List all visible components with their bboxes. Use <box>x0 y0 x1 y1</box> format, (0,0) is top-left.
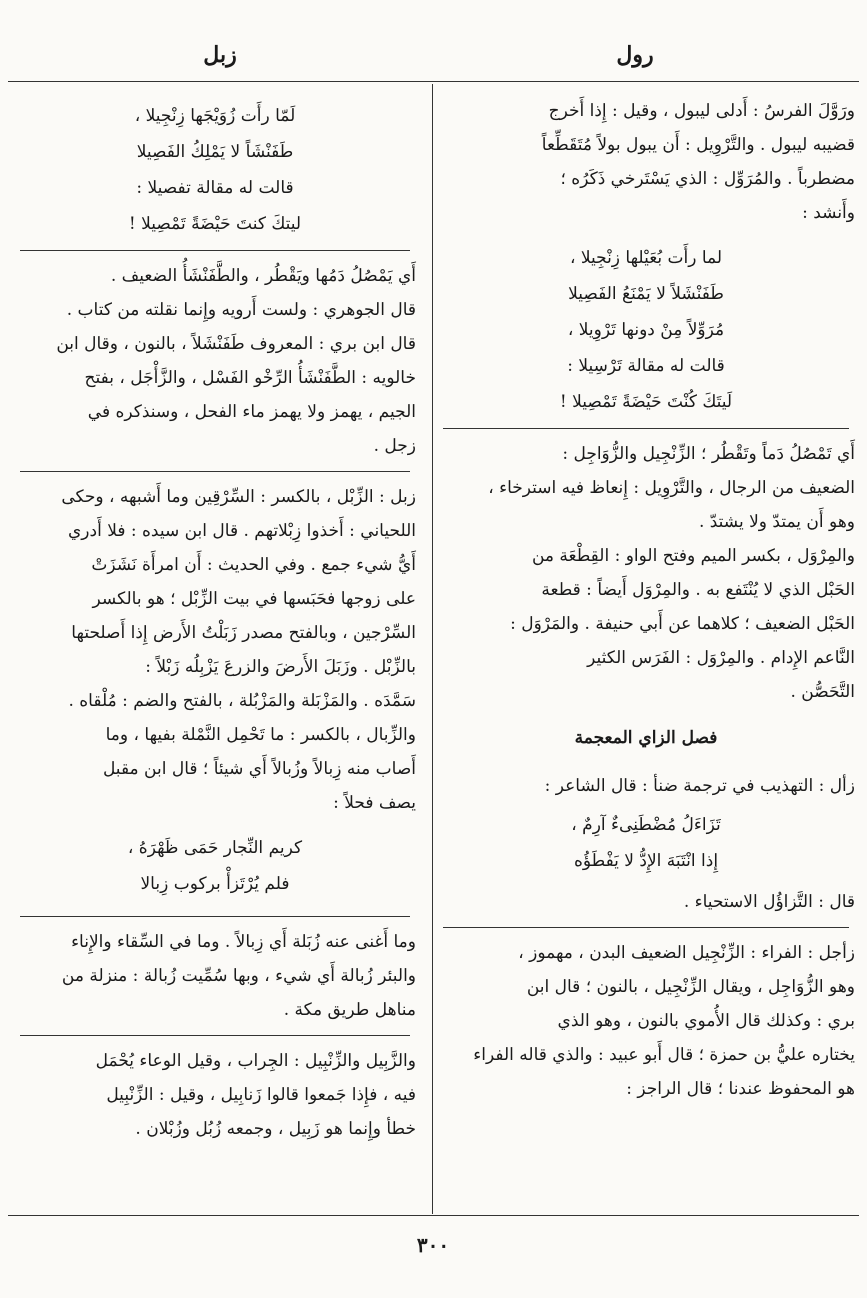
divider <box>20 1035 410 1036</box>
text-line: الحَبْل الضعيف ؛ كلاهما عن أَبي حنيفة . والمَرْوَل : <box>510 614 855 634</box>
text-line: أَي تَمْصُلُ دَماً وتَقْطُر ؛ الزِّنْجِيل والزُّوَاجِل : <box>562 444 855 464</box>
divider <box>20 916 410 917</box>
verse-block <box>437 240 855 420</box>
left-column <box>14 94 416 1146</box>
verse-line: كريم النِّجار حَمَى ظَهْرَهُ ، <box>127 838 303 858</box>
text-line: والبئر زُبالة أَي شيء ، وبها سُمِّيت زُبالة : منزلة من <box>61 966 416 986</box>
text-line: الحَبْل الذي لا يُنْتَفع به . والمِرْوَل أَيضاً : قطعة <box>541 580 855 600</box>
column-divider <box>432 84 433 1214</box>
text-line: فيه ، فإِذا جَمعوا قالوا زَنابِيل ، وقيل : الزِّنْبِيل <box>106 1085 416 1105</box>
paragraph <box>437 437 855 539</box>
text-line: مضطرباً . والمُرَوِّل : الذي يَسْتَرخي ذَكَرُه ؛ <box>560 169 855 189</box>
text-line: وهو الزُّوَاجِل ، ويقال الزِّنْجِيل ، بالنون ؛ قال ابن <box>526 977 855 997</box>
entry-zajal <box>437 936 855 1106</box>
text-line: على زوجها فحَبَسها في بيت الزِّبْل ؛ هو بالكسر <box>92 589 416 609</box>
intro-paragraph <box>437 94 855 230</box>
text-line: سَمَّدَه . والمَزْبَلة والمَزْبُلة ، بالفتح والضم : مُلْقاه . <box>68 691 416 711</box>
section-title: فصل الزاي المعجمة <box>574 728 718 748</box>
text-line: خالويه : الطَّفَنْشَأُ الرِّخْو الفَسْل ، والزَّأْجَل ، بفتح <box>84 368 416 388</box>
left-column-header: زبل <box>203 42 237 68</box>
verse-line: لَمّا رأَت زُوَيْجَها زِنْجِيلا ، <box>134 106 296 126</box>
verse-line: فلم يُرْتَزأْ بركوب زِبالا <box>140 874 290 894</box>
text-line: زأجل : الفراء : الزِّنْجِيل الضعيف البدن ، مهموز ، <box>518 943 855 963</box>
text-line: يختاره عليُّ بن حمزة ؛ قال أَبو عبيد : والذي قاله الفراء <box>473 1045 855 1065</box>
divider <box>20 250 410 251</box>
paragraph <box>14 1044 416 1146</box>
text-line: أَي يَمْصُلُ دَمُها ويَقْطُر ، والطَّفَنْشَأُ الضعيف . <box>110 266 416 286</box>
verse-line: مُرَوِّلاً مِنْ دونها تَرْوِيلا ، <box>567 320 725 340</box>
entry-zabl <box>14 480 416 820</box>
verse-line: طَفَنْشَاً لا يَمْلِكُ الفَصِيلا <box>136 142 294 162</box>
verse-line: قالت له مقالة تَرْسِيلا : <box>567 356 725 376</box>
verse-block <box>437 807 855 879</box>
text-line: أَيُّ شيء جمع . وفي الحديث : أَن امرأَة نَشَزَتْ <box>91 555 416 575</box>
text-line: النَّاعم الإِدام . والمِرْوَل : الفَرَس الكثير <box>587 648 855 668</box>
text-line: بري : وكذلك قال الأُموي بالنون ، وهو الذي <box>557 1011 855 1031</box>
text-line: الجيم ، يهمز ولا يهمز ماء الفحل ، وسنذكره في <box>87 402 416 422</box>
divider <box>443 927 849 928</box>
text-line: قال ابن بري : المعروف طَفَنْشَلاً ، بالنون ، وقال ابن <box>56 334 416 354</box>
top-rule <box>8 81 859 82</box>
verse-line: لَيتَكَ كُنْتَ حَيْضَةً تَمْصِيلا ! <box>559 392 733 412</box>
text-line: والمِرْوَل ، بكسر الميم وفتح الواو : القِطْعَة من <box>531 546 855 566</box>
text-line: مناهل طريق مكة . <box>283 1000 416 1020</box>
text-line: وما أَغنى عنه زُبَلة أَي زِبالاً . وما في السِّقاء والإِناء <box>71 932 416 952</box>
verse-line: لما رأَت بُعَيْلها زِنْجِيلا ، <box>569 248 723 268</box>
text-line: والزَّبِيل والزِّنْبِيل : الجِراب ، وقيل الوعاء يُحْمَل <box>95 1051 416 1071</box>
right-column-header: رول <box>616 42 654 68</box>
divider <box>443 428 849 429</box>
divider <box>20 471 410 472</box>
text-line: اللحياني : أَخذوا زِبْلاتهم . قال ابن سيده : فلا أَدري <box>67 521 416 541</box>
paragraph <box>14 925 416 1027</box>
text-line: بالزِّبْل . وزَبَلَ الأَرضَ والزرعَ يَزْبِلُه زَبْلاً : <box>145 657 416 677</box>
text-line: أَصاب منه زِبالاً وزُبالاً أَي شيئاً ؛ قال ابن مقبل <box>102 759 416 779</box>
text-line: قال الجوهري : ولست أَرويه وإِنما نقلته من كتاب . <box>66 300 416 320</box>
text-line: خطأ وإِنما هو زَبِيل ، وجمعه زُبُل وزُبْلان . <box>135 1119 416 1139</box>
text-line: هو المحفوظ عندنا ؛ قال الراجز : <box>626 1079 855 1099</box>
text-line: قضيبه ليبول . والتَّرْوِيل : أَن يبول بولاً مُتَقَطِّعاً <box>541 135 855 155</box>
text-line: زجل . <box>373 436 416 456</box>
verse-block <box>14 830 416 902</box>
paragraph <box>437 539 855 709</box>
verse-line: طَفَنْشَلاً لا يَمْنَعُ الفَصِيلا <box>568 284 724 304</box>
entry-zaal: زأل : التهذيب في ترجمة ضنأ : قال الشاعر : <box>544 776 855 796</box>
text-line: يصف فحلاً : <box>333 793 416 813</box>
text-line: وهو أَن يمتدّ ولا يشتدّ . <box>698 512 855 532</box>
verse-line: ليتكَ كنتَ حَيْضَةً تَمْصِيلا ! <box>128 214 302 234</box>
page-number: ٣٠٠ <box>416 1233 450 1257</box>
text-line: والزِّبال ، بالكسر : ما تَحْمِل النَّمْلة بفيها ، وما <box>105 725 416 745</box>
bottom-rule <box>8 1215 859 1216</box>
paragraph <box>14 259 416 463</box>
verse-block <box>14 98 416 242</box>
right-column <box>437 94 855 1106</box>
verse-line: تَزَاءَلُ مُضْطَنِىءٌ آرِمٌ ، <box>571 815 721 835</box>
verse-line: إِذا انْتَبَهَ الإِدُّ لا يَفْطَؤُه <box>573 851 719 871</box>
text-line: التَّحَصُّن . <box>790 682 855 702</box>
text-line: ورَوَّلَ الفرسُ : أَدلى ليبول ، وقيل : إِذا أَخرج <box>548 101 855 121</box>
text-line: قال : التَّزاؤُل الاستحياء . <box>683 892 855 912</box>
verse-line: قالت له مقالة تفصيلا : <box>136 178 294 198</box>
text-line: السِّرْجين ، وبالفتح مصدر زَبَلْتُ الأَرض إِذا أَصلحتها <box>71 623 416 643</box>
text-line: وأَنشد : <box>802 203 855 223</box>
text-line: زبل : الزِّبْل ، بالكسر : السِّرْقِين وما أَشبهه ، وحكى <box>61 487 416 507</box>
text-line: الضعيف من الرجال ، والتَّرْوِيل : إِنعاظ فيه استرخاء ، <box>488 478 855 498</box>
